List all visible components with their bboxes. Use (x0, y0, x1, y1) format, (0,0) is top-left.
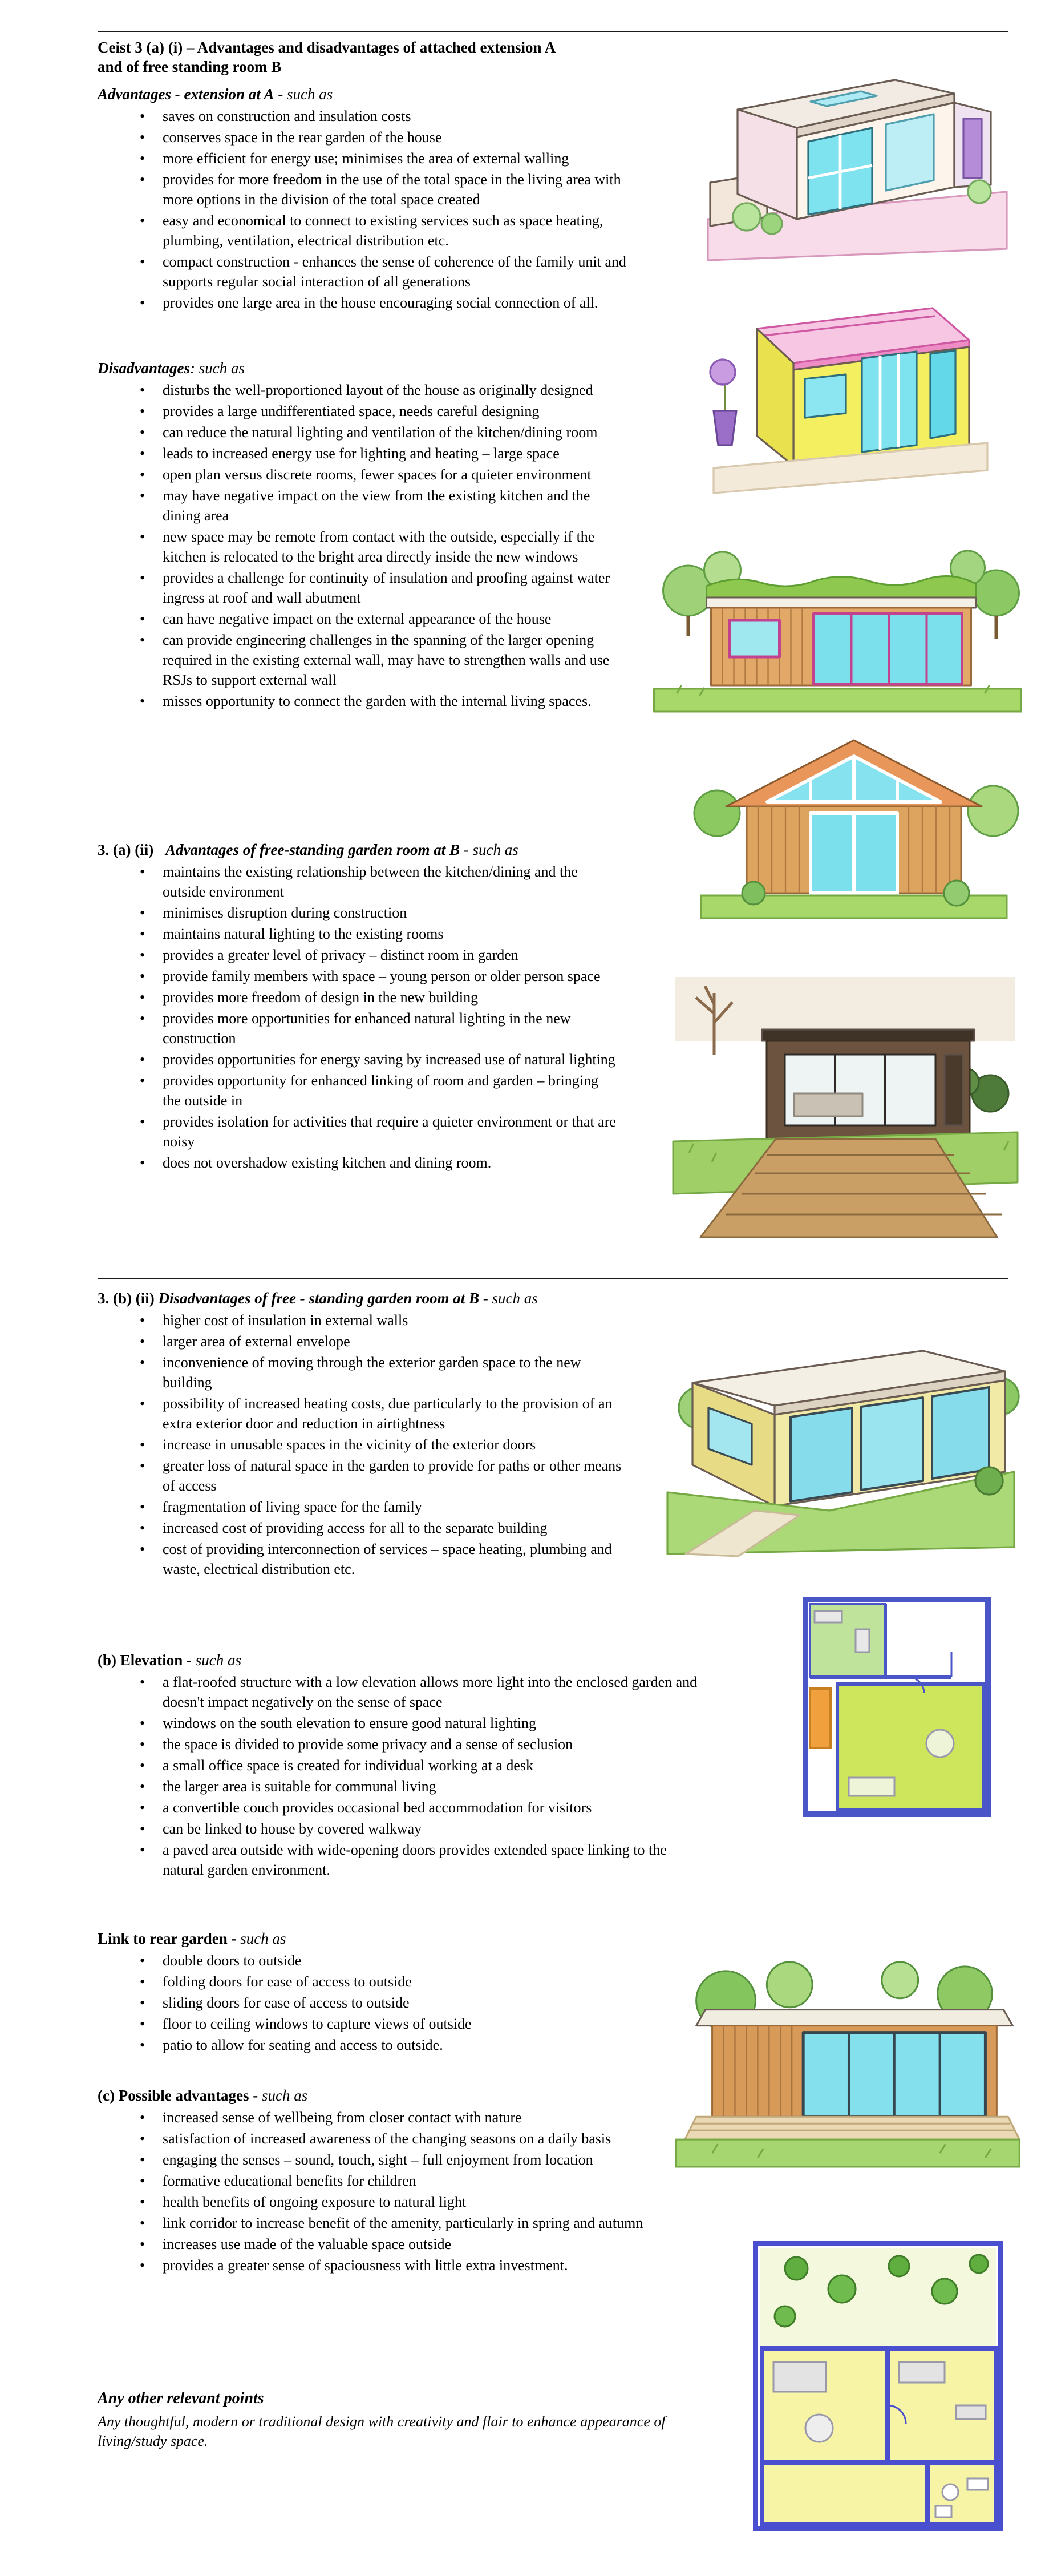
bullet-item: • leads to increased energy use for lighting and heating – large space (98, 443, 619, 463)
heading-suffix: - such as (274, 86, 333, 103)
attached-extension-sketch (699, 46, 1016, 268)
possible-advantages-heading (98, 2086, 759, 2105)
top-rule (98, 31, 1008, 32)
bullet-item: • maintains natural lighting to the existing rooms (98, 924, 619, 944)
heading-suffix: such as (258, 2087, 308, 2104)
bullet-item: • patio to allow for seating and access to outside. (98, 2035, 668, 2055)
link-rear-garden-list (98, 1951, 668, 2055)
heading-main: Advantages - extension at A (98, 86, 274, 103)
bullet-item: • increases use made of the valuable space outside (98, 2234, 759, 2254)
bullet-item: • inconvenience of moving through the exterior garden space to the new building (98, 1352, 630, 1392)
bullet-item: • provides for more freedom in the use of the total space in the living area with more options in the division of the total space created (98, 169, 642, 209)
disadvantages-a-list (98, 380, 619, 711)
heading-prefix: 3. (a) (ii) (98, 841, 154, 858)
heading-suffix: - such as (479, 1290, 538, 1307)
modern-garden-room-sketch (666, 959, 1024, 1244)
bullet-item: • increase in unusable spaces in the vicinity of the exterior doors (98, 1435, 630, 1455)
bullet-item: • conserves space in the rear garden of the house (98, 127, 642, 147)
bullet-item: • floor to ceiling windows to capture views of outside (98, 2014, 668, 2034)
bullet-item: • link corridor to increase benefit of the amenity, particularly in spring and autumn (98, 2213, 759, 2233)
bullet-item: • health benefits of ongoing exposure to natural light (98, 2192, 759, 2212)
section-link-rear-garden (98, 1929, 668, 2056)
heading-main: (c) Possible advantages - (98, 2087, 258, 2104)
heading-main: Disadvantages of free - standing garden room at B (158, 1290, 480, 1307)
bullet-item: • maintains the existing relationship between the kitchen/dining and the outside environment (98, 862, 619, 902)
advantages-b-list (98, 862, 619, 1173)
section-advantages-a (98, 84, 642, 314)
bullet-item: • can reduce the natural lighting and ventilation of the kitchen/dining room (98, 422, 619, 442)
heading-suffix: such as (236, 1930, 286, 1947)
heading-suffix: : such as (190, 360, 245, 377)
bullet-item: • folding doors for ease of access to outside (98, 1972, 668, 1992)
bullet-item: • the larger area is suitable for communal living (98, 1776, 710, 1796)
bullet-item: • compact construction - enhances the sense of coherence of the family unit and supports regular social interaction of all generations (98, 252, 642, 292)
advantages-b-heading (98, 840, 619, 859)
bullet-item: • minimises disruption during construction (98, 903, 619, 923)
bullet-item: • increased sense of wellbeing from closer contact with nature (98, 2107, 759, 2127)
bullet-item: • a small office space is created for individual working at a desk (98, 1755, 710, 1775)
mid-rule (98, 1278, 1008, 1279)
bullet-item: • saves on construction and insulation costs (98, 106, 642, 126)
pitched-roof-garden-room-sketch (683, 722, 1025, 927)
heading-main: Link to rear garden - (98, 1930, 237, 1947)
title-line-1: Ceist 3 (a) (i) – Advantages and disadvantages of attached extension A (98, 39, 556, 56)
bullet-item: • greater loss of natural space in the garden to provide for paths or other means of access (98, 1456, 630, 1496)
bullet-item: • provides more opportunities for enhanced natural lighting in the new construction (98, 1008, 619, 1048)
bullet-item: • provide family members with space – young person or older person space (98, 966, 619, 986)
bullet-item: • a convertible couch provides occasional bed accommodation for visitors (98, 1798, 710, 1818)
bullet-item: • formative educational benefits for children (98, 2171, 759, 2191)
title-line-2: and of free standing room B (98, 58, 282, 75)
bullet-item: • provides more freedom of design in the new building (98, 987, 619, 1007)
gable-extension-sketch (691, 274, 1008, 502)
bullet-item: • a flat-roofed structure with a low elevation allows more light into the enclosed garden and doesn't impact negatively on the sense of space (98, 1672, 710, 1712)
possible-advantages-list (98, 2107, 759, 2275)
bullet-item: • double doors to outside (98, 1951, 668, 1971)
bullet-item: • satisfaction of increased awareness of the changing seasons on a daily basis (98, 2129, 759, 2149)
green-roof-garden-room-sketch (642, 511, 1033, 716)
garden-room-site-plan (739, 2234, 1016, 2537)
garden-room-floor-plan (780, 1584, 1008, 1829)
heading-main: Disadvantages (98, 360, 190, 377)
bullet-item: • may have negative impact on the view from the existing kitchen and the dining area (98, 486, 619, 526)
bullet-item: • fragmentation of living space for the family (98, 1497, 630, 1517)
bullet-item: • can have negative impact on the external appearance of the house (98, 609, 619, 629)
bullet-item: • the space is divided to provide some privacy and a sense of seclusion (98, 1734, 710, 1754)
bullet-item: • can be linked to house by covered walkway (98, 1819, 710, 1839)
section-possible-advantages (98, 2086, 759, 2276)
bullet-item: • does not overshadow existing kitchen and dining room. (98, 1153, 619, 1173)
heading-main: Advantages of free-standing garden room at B (165, 841, 460, 858)
bullet-item: • larger area of external envelope (98, 1331, 630, 1351)
bullet-item: • provides opportunity for enhanced linking of room and garden – bringing the outside in (98, 1071, 619, 1111)
link-rear-garden-heading (98, 1929, 668, 1948)
bullet-item: • new space may be remote from contact with the outside, especially if the kitchen is relocated to the bright area directly inside the new windows (98, 527, 619, 567)
section-other-points (98, 2388, 714, 2451)
heading-suffix: such as (192, 1652, 241, 1669)
bullet-item: • easy and economical to connect to existing services such as space heating, plumbing, ventilation, electrical distribution etc. (98, 211, 642, 251)
bullet-item: • provides a greater sense of spaciousness with little extra investment. (98, 2255, 759, 2275)
heading-prefix: 3. (b) (ii) (98, 1290, 155, 1307)
timber-garden-room-sketch (666, 1935, 1024, 2171)
disadvantages-a-heading (98, 358, 619, 378)
bullet-item: • provides one large area in the house encouraging social connection of all. (98, 293, 642, 313)
bullet-item: • engaging the senses – sound, touch, sight – full enjoyment from location (98, 2150, 759, 2170)
bullet-item: • cost of providing interconnection of services – space heating, plumbing and waste, electrical distribution etc. (98, 1539, 630, 1579)
flat-roof-garden-room-sketch (658, 1298, 1024, 1566)
other-points-heading: Any other relevant points (98, 2389, 264, 2407)
section-disadvantages-b (98, 1289, 630, 1580)
section-disadvantages-a (98, 358, 619, 712)
elevation-heading (98, 1650, 710, 1670)
heading-suffix: - such as (460, 841, 518, 858)
bullet-item: • windows on the south elevation to ensure good natural lighting (98, 1713, 710, 1733)
disadvantages-b-list (98, 1310, 630, 1579)
bullet-item: • more efficient for energy use; minimises the area of external walling (98, 148, 642, 168)
heading-main: (b) Elevation - (98, 1652, 192, 1669)
bullet-item: • disturbs the well-proportioned layout of the house as originally designed (98, 380, 619, 400)
bullet-item: • higher cost of insulation in external walls (98, 1310, 630, 1330)
bullet-item: • possibility of increased heating costs, due particularly to the provision of an extra exterior door and reduction in airtightness (98, 1394, 630, 1434)
disadvantages-b-heading (98, 1289, 630, 1308)
bullet-item: • provides a challenge for continuity of insulation and proofing against water ingress at roof and wall abutment (98, 568, 619, 608)
section-elevation (98, 1650, 710, 1881)
advantages-a-heading (98, 84, 642, 104)
bullet-item: • open plan versus discrete rooms, fewer spaces for a quieter environment (98, 465, 619, 484)
bullet-item: • provides a greater level of privacy – distinct room in garden (98, 945, 619, 965)
bullet-item: • provides opportunities for energy saving by increased use of natural lighting (98, 1049, 619, 1069)
bullet-item: • increased cost of providing access for all to the separate building (98, 1518, 630, 1538)
bullet-item: • can provide engineering challenges in the spanning of the larger opening required in the existing external wall, may have to strengthen walls and use RSJs to support external wall (98, 630, 619, 690)
bullet-item: • misses opportunity to connect the garden with the internal living spaces. (98, 691, 619, 711)
section-advantages-b (98, 840, 619, 1174)
bullet-item: • sliding doors for ease of access to outside (98, 1993, 668, 2013)
bullet-item: • a paved area outside with wide-opening doors provides extended space linking to the natural garden environment. (98, 1840, 710, 1880)
other-points-note: Any thoughtful, modern or traditional design with creativity and flair to enhance appearance of living/study space. (98, 2413, 666, 2449)
advantages-a-list (98, 106, 642, 313)
bullet-item: • provides isolation for activities that require a quieter environment or that are noisy (98, 1112, 619, 1152)
elevation-list (98, 1672, 710, 1880)
bullet-item: • provides a large undifferentiated space, needs careful designing (98, 401, 619, 421)
